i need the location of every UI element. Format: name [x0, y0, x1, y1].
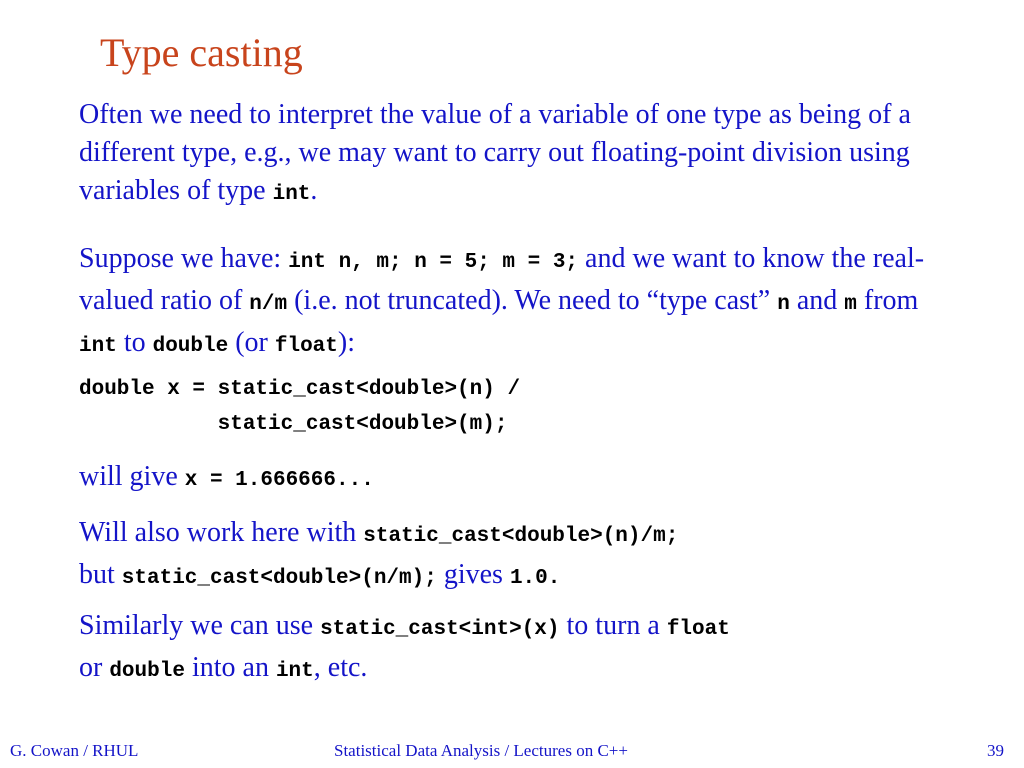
suppose-text-4: and	[789, 285, 845, 316]
code-int: int	[272, 183, 311, 206]
code-cast-ratio: static_cast<double>(n/m);	[121, 567, 437, 590]
code-block	[79, 372, 520, 442]
similarly-text-2: to turn a	[559, 610, 667, 641]
code-ratio: n/m	[249, 293, 288, 316]
result-text: will give	[79, 461, 185, 492]
similarly-text-1: Similarly we can use	[79, 610, 321, 641]
code-one-point-zero: 1.0.	[509, 567, 561, 590]
suppose-text-2: and we want to know the real-valued ratio of	[79, 243, 925, 316]
similarly-text-4: into an	[184, 652, 276, 683]
footer-author: G. Cowan / RHUL	[10, 741, 139, 760]
code-int-type: int	[79, 335, 117, 358]
suppose-text-6: to	[116, 327, 153, 358]
code-double: double	[109, 660, 185, 683]
paragraph-similarly	[79, 607, 959, 691]
paragraph-result	[79, 458, 959, 500]
similarly-text-5: , etc.	[313, 652, 368, 683]
code-int-end: int	[275, 660, 314, 683]
code-declaration: int n, m; n = 5; m = 3;	[288, 251, 579, 274]
intro-end: .	[310, 175, 318, 206]
also-text-2: but	[79, 559, 122, 590]
paragraph-also-works	[79, 514, 959, 598]
suppose-text-3: (i.e. not truncated). We need to “type cast”	[287, 285, 778, 316]
code-cast-n-over-m: static_cast<double>(n)/m;	[363, 525, 679, 548]
code-line-2: static_cast<double>(m);	[79, 413, 508, 436]
suppose-text-7: (or	[228, 327, 275, 358]
intro-text: Often we need to interpret the value of a variable of one type as being of a different type, e.g., we may want to carry out floating-point division using variables of type	[79, 99, 911, 206]
also-text-3: gives	[436, 559, 510, 590]
footer-page-number: 39	[987, 741, 1004, 760]
code-m: m	[844, 293, 857, 316]
code-float-type: float	[274, 335, 338, 358]
code-line-1: double x = static_cast<double>(n) /	[79, 378, 521, 401]
slide-title: Type casting	[100, 30, 303, 75]
suppose-text-8: ):	[337, 327, 355, 358]
code-result: x = 1.666666...	[184, 469, 374, 492]
suppose-text-5: from	[856, 285, 919, 316]
code-double-type: double	[152, 335, 229, 358]
code-n: n	[777, 293, 790, 316]
also-text-1: Will also work here with	[79, 517, 364, 548]
code-cast-int: static_cast<int>(x)	[320, 618, 560, 641]
similarly-text-3: or	[79, 652, 110, 683]
suppose-text-1: Suppose we have:	[79, 243, 289, 274]
paragraph-suppose	[79, 240, 959, 366]
footer-course: Statistical Data Analysis / Lectures on C++	[334, 741, 628, 760]
code-float: float	[666, 618, 730, 641]
paragraph-intro	[79, 96, 959, 214]
